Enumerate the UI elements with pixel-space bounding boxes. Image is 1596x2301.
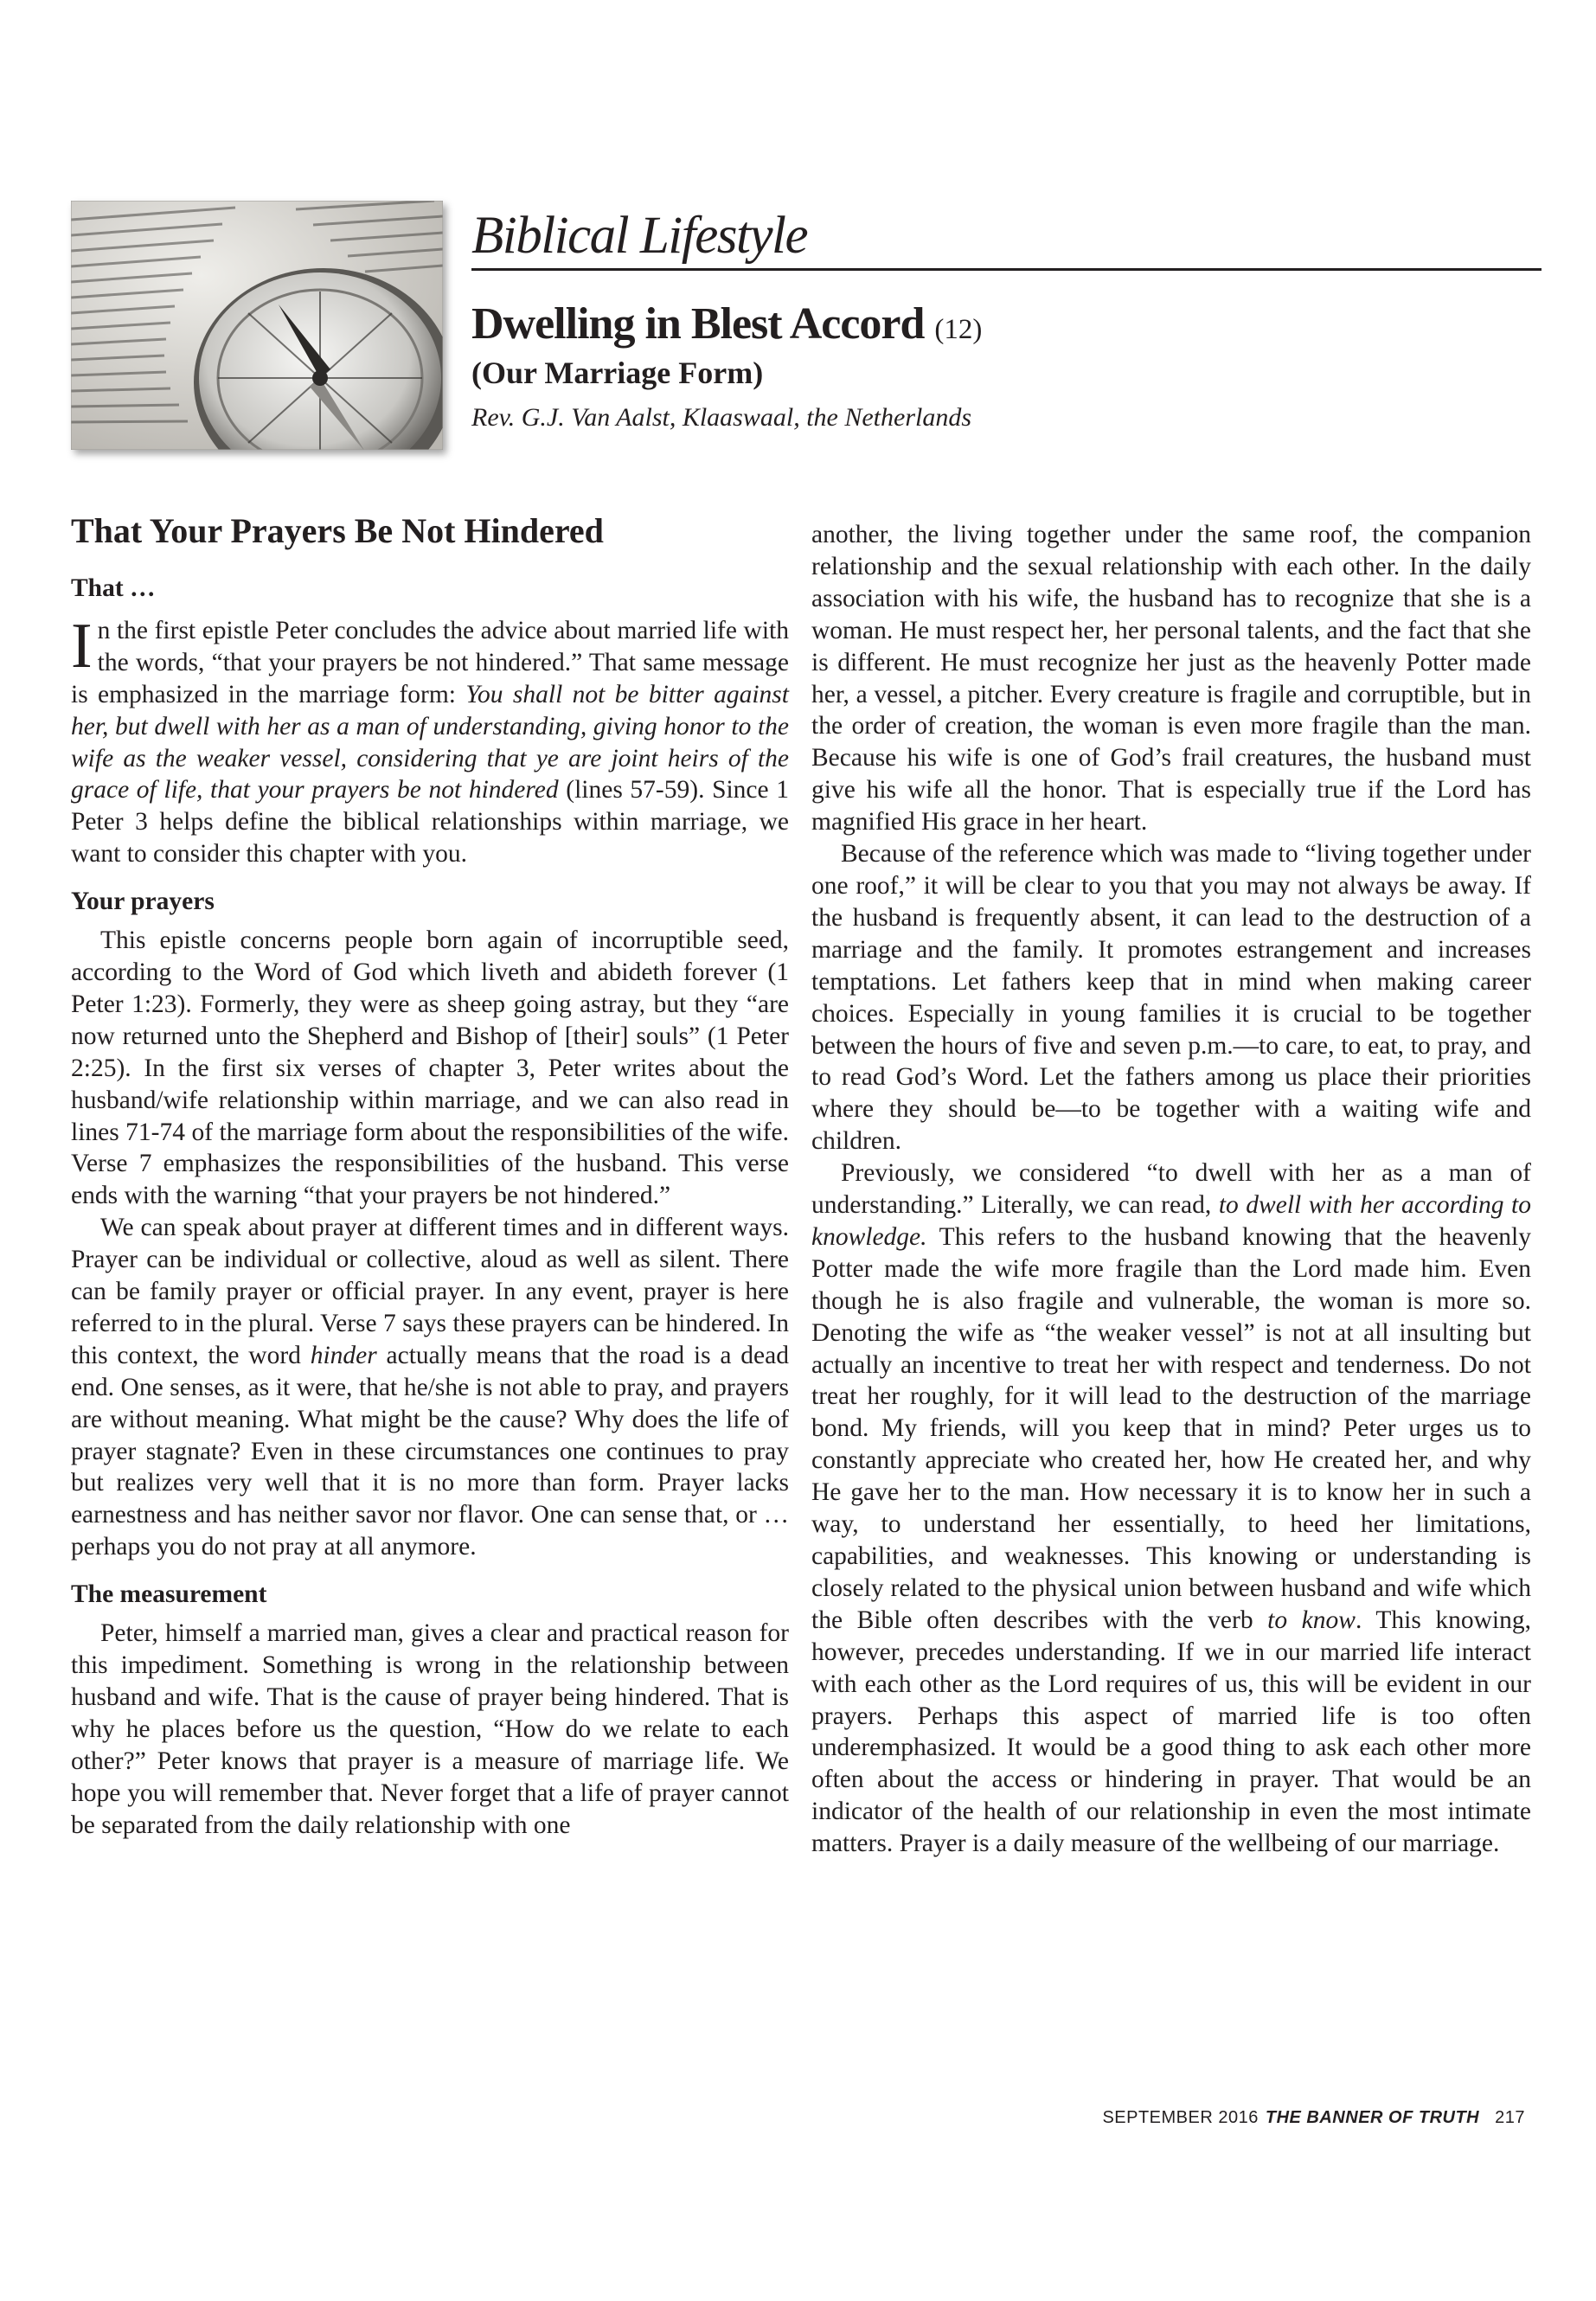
- issue-date: SEPTEMBER 2016: [1102, 2108, 1259, 2127]
- emphasis-to-know: to know: [1267, 1606, 1356, 1634]
- intro-paragraph: [71, 610, 789, 870]
- paragraph-text: This refers to the husband knowing that the heavenly Potter made the wife more fragile than the Lord made him. Even though he is also fragile and vulnerable, the woman is more so. Denoting the wife as “the weaker vessel” is not at all insulting but actually an incentive to treat her with respect and tenderness. Do not treat her roughly, for it will lead to the destruction of the marriage bond. My friends, will you keep that in mind? Peter urges us to constantly appreciate who created her, how He created her, and why He gave her to the man. How necessary it is to know her in such a way, to understand her essentially, to heed her limitations, capabilities, and weaknesses. This knowing or understanding is closely related to the physical union between husband and wife which the Bible often describes with the verb: [811, 1222, 1531, 1634]
- paragraph: This epistle concerns people born again of incorruptible seed, according to the Word of God which liveth and abideth forever (1 Peter 1:23). Formerly, they were as sheep going astray, but they “are now returned unto the Shepherd and Bishop of [their] souls” (1 Peter 2:25). In the first six verses of chapter 3, Peter writes about the husband/wife relationship within marriage, and we can also read in lines 71-74 of the marriage form about the responsibilities of the wife. Verse 7 emphasizes the responsibilities of the husband. This verse ends with the warning “that your prayers be not hindered.”: [71, 926, 789, 1210]
- page-number: 217: [1495, 2108, 1525, 2127]
- section-label: Biblical Lifestyle: [471, 207, 808, 265]
- paragraph: Peter, himself a married man, gives a clear and practical reason for this impediment. Something is wrong in the relationship between husband and wife. That is the cause of prayer being hindered. That is why he places before us the question, “How do we relate to each other?” Peter knows that prayer is a measure of marriage life. We hope you will remember that. Never forget that a life of prayer cannot be separated from the daily relationship with one: [71, 1619, 789, 1839]
- section-heading-your-prayers: Your prayers: [71, 888, 215, 916]
- paragraph-text: Previously, we considered “to dwell with her as a man of understanding.” Literally, we can read,: [811, 1159, 1531, 1220]
- paragraph-text: . This knowing, however, precedes understanding. If we in our married life interact with each other as the Lord requires of us, this will be evident in our prayers. Perhaps this aspect of married life is too often underemphasized. It would be a good thing to ask each other more often about the access or hindering in prayer. That would be an indicator of the health of our relationship in even the most intimate matters. Prayer is a daily measure of the wellbeing of our marriage.: [811, 1606, 1531, 1858]
- emphasis-according-to-knowledge: to dwell with her according to knowledge.: [811, 1191, 1531, 1251]
- bible-compass-image: [71, 201, 443, 450]
- paragraph-text: We can speak about prayer at different times and in different ways. Prayer can be individual or collective, aloud as well as silent. There can be family prayer or official prayer. In any event, prayer is here referred to in the plural. Verse 7 says these prayers can be hindered. In this context, the word: [71, 1214, 789, 1369]
- magazine-name: THE BANNER OF TRUTH: [1265, 2108, 1480, 2127]
- section-divider: [471, 268, 1542, 271]
- intro-text-b: (lines 57-59). Since 1 Peter 3 helps define the biblical relationships within marriage, we want to consider this chapter with you.: [71, 776, 789, 868]
- article-subtitle: (Our Marriage Form): [471, 356, 764, 390]
- drop-cap: I: [71, 610, 93, 682]
- intro-text-a: n the first epistle Peter concludes the advice about married life with the words, “that your prayers be not hindered.” That same message is emphasized in the marriage form:: [71, 616, 789, 708]
- article-part-number: (12): [934, 314, 983, 345]
- paragraph: another, the living together under the same roof, the companion relationship and the sexual relationship with each other. In the daily association with his wife, the husband has to recognize that she is a woman. He must respect her, her personal talents, and the fact that she is different. He must recognize her just as the heavenly Potter made her, a vessel, a pitcher. Every creature is fragile and corruptible, but in the order of creation, the woman is even more fragile than the man. Because his wife is one of God’s frail creatures, the husband must give his wife all the honor. That is especially true if the Lord has magnified His grace in her heart.: [811, 521, 1531, 836]
- paragraph: [71, 1212, 789, 1563]
- article-author: Rev. G.J. Van Aalst, Klaaswaal, the Netherlands: [471, 403, 972, 432]
- page-footer: [1102, 2108, 1525, 2128]
- intro-quote: You shall not be bitter against her, but dwell with her as a man of understanding, giving honor to the wife as the weaker vessel, considering that ye are joint heirs of the grace of life, that your prayers be not hindered: [71, 680, 789, 804]
- bible-and-compass-photo-icon: [71, 201, 443, 450]
- paragraph-text: actually means that the road is a dead end. One senses, as it were, that he/she is not able to pray, and prayers are without meaning. What might be the cause? Why does the life of prayer stagnate? Even in these circumstances one continues to pray but realizes very well that it is no more than form. Prayer lacks earnestness and has neither savor nor flavor. One can sense that, or … perhaps you do not pray at all anymore.: [71, 1341, 789, 1561]
- right-column: [811, 519, 1531, 1860]
- emphasis-hinder: hinder: [310, 1341, 377, 1369]
- article-heading: That Your Prayers Be Not Hindered: [71, 511, 604, 550]
- section-heading-the-measurement: The measurement: [71, 1580, 267, 1609]
- intro-subheading: That …: [71, 574, 156, 602]
- left-column: [71, 510, 789, 1841]
- paragraph: Because of the reference which was made to “living together under one roof,” it will be clear to you that you may not always be away. If the husband is frequently absent, it can lead to the destruction of a marriage and the family. It promotes estrangement and increases temptations. Let fathers keep that in mind when making career choices. Especially in young families it is crucial to be together between the hours of five and seven p.m.—to care, to eat, to pray, and to read God’s Word. Let the fathers among us place their priorities where they should be—to be together with a waiting wife and children.: [811, 840, 1531, 1156]
- paragraph: [811, 1157, 1531, 1860]
- article-title-text: Dwelling in Blest Accord: [471, 299, 925, 349]
- article-title: [471, 298, 982, 349]
